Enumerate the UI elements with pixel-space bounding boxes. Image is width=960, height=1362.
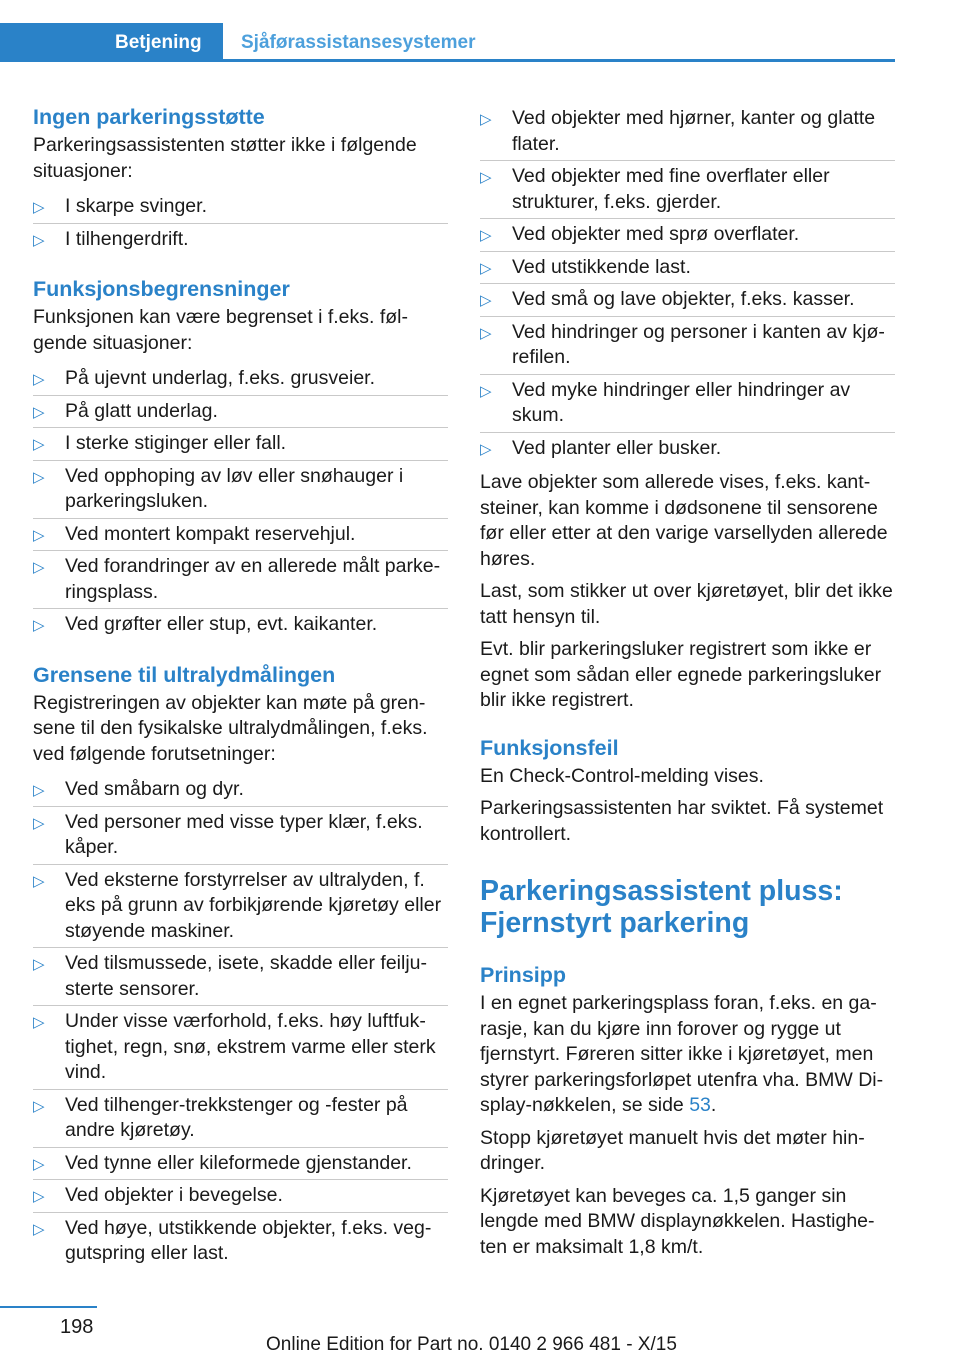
- bullet-triangle-icon: ▷: [33, 1097, 45, 1115]
- bullet-triangle-icon: ▷: [33, 231, 45, 249]
- bullet-triangle-icon: ▷: [33, 617, 45, 634]
- bullet-triangle-icon: ▷: [33, 1014, 45, 1031]
- list-item: [480, 251, 895, 284]
- list-item: [33, 774, 448, 806]
- chapter-tab: Sjåførassistansesystemer: [241, 32, 476, 53]
- list-item-text: Ved objekter i bevegelse.: [65, 1184, 283, 1206]
- list-item: [33, 864, 448, 948]
- list-item: [480, 283, 895, 316]
- page-number: 198: [60, 1316, 94, 1338]
- section-ingen-parkeringsstotte: [33, 103, 448, 255]
- list-item: [33, 1147, 448, 1180]
- bullet-triangle-icon: ▷: [33, 526, 45, 544]
- list-item-text: Ved tilsmussede, isete, skadde eller feiljusterte sensorer.: [65, 952, 428, 1000]
- paragraph: Lave objekter som allerede vises, f.eks. kantsteiner, kan komme i dødsonene til sensorene før eller etter at den varige varsellyden allerede høres.: [480, 471, 888, 570]
- edition-note: Online Edition for Part no. 0140 2 966 481 - X/15: [266, 1334, 677, 1355]
- bullet-triangle-icon: ▷: [33, 436, 45, 453]
- bullet-triangle-icon: ▷: [480, 169, 492, 186]
- bullet-triangle-icon: ▷: [33, 1220, 45, 1238]
- list-item-text: Ved småbarn og dyr.: [65, 778, 244, 800]
- list-item: [480, 160, 895, 218]
- list-item: [480, 316, 895, 374]
- list-item: [33, 1212, 448, 1270]
- bullet-list: [33, 191, 448, 255]
- bullet-triangle-icon: ▷: [33, 403, 45, 421]
- list-item: [33, 460, 448, 518]
- bullet-triangle-icon: ▷: [480, 111, 492, 128]
- page-header: [0, 0, 960, 62]
- section-ultralydmalingen: [33, 661, 448, 1270]
- section-prinsipp: [480, 961, 895, 1260]
- bullet-triangle-icon: ▷: [33, 559, 45, 576]
- paragraph: En Check-Control-melding vises.: [480, 764, 764, 787]
- list-item-text: På glatt underlag.: [65, 399, 218, 422]
- list-item: [33, 191, 448, 223]
- bullet-triangle-icon: ▷: [33, 782, 45, 799]
- list-item-text: Ved hindringer og personer i kanten av kjørefilen.: [512, 320, 885, 368]
- section-intro: Funksjonen kan være begrenset i f.eks. følgende situasjoner:: [33, 306, 409, 354]
- list-item-text: I skarpe svinger.: [65, 195, 207, 217]
- bullet-triangle-icon: ▷: [480, 382, 492, 400]
- bullet-triangle-icon: ▷: [33, 956, 45, 973]
- list-item-text: Ved personer med visse typer klær, f.eks. kåper.: [65, 810, 423, 858]
- list-item: [480, 218, 895, 251]
- list-item-text: Ved myke hindringer eller hindringer av skum.: [512, 378, 851, 426]
- section-funksjonsfeil: [480, 734, 895, 848]
- bullet-triangle-icon: ▷: [33, 199, 45, 216]
- paragraph-end: .: [710, 1094, 717, 1116]
- bullet-triangle-icon: ▷: [33, 1155, 45, 1173]
- list-item-text: Ved planter eller busker.: [512, 436, 722, 459]
- paragraph: Parkeringsassistenten har sviktet. Få systemet kontrollert.: [480, 797, 884, 845]
- paragraph: Evt. blir parkeringsluker registrert som ikke er egnet som sådan eller egnede parkeringsluker blir ikke registrert.: [480, 638, 882, 711]
- paragraph: Last, som stikker ut over kjøretøyet, blir det ikke tatt hensyn til.: [480, 580, 893, 628]
- section-heading: Grensene til ultralydmålingen: [33, 662, 336, 687]
- list-item-text: Ved eksterne forstyrrelser av ultralyden, f. eks på grunn av forbikjørende kjøretøy eller støyende maskiner.: [65, 868, 442, 942]
- bullet-triangle-icon: ▷: [33, 1188, 45, 1205]
- list-item: [480, 103, 895, 160]
- bullet-triangle-icon: ▷: [33, 872, 45, 890]
- page-reference-link[interactable]: 53: [689, 1094, 711, 1116]
- bullet-triangle-icon: ▷: [33, 468, 45, 486]
- section-funksjonsbegrensninger: [33, 275, 448, 641]
- list-item-text: Under visse værforhold, f.eks. høy luftfuktighet, regn, snø, ekstrem varme eller sterk vind.: [65, 1010, 436, 1083]
- main-heading: Parkeringsassistent pluss: Fjernstyrt parkering: [480, 875, 843, 939]
- list-item-text: I sterke stiginger eller fall.: [65, 432, 287, 454]
- bullet-triangle-icon: ▷: [480, 227, 492, 244]
- list-item: [33, 223, 448, 256]
- list-item: [480, 432, 895, 465]
- bullet-list: [480, 103, 895, 464]
- list-item-text: Ved utstikkende last.: [512, 255, 691, 278]
- bullet-triangle-icon: ▷: [480, 292, 492, 309]
- paragraph: Stopp kjøretøyet manuelt hvis det møter hindringer.: [480, 1126, 865, 1174]
- paragraph-text: I en egnet parkeringsplass foran, f.eks. en garasje, kan du kjøre inn forover og rygge ut fjernstyrt. Føreren sitter ikke i kjøretøyet, men styrer parkeringsforløpet utenfra vha. BMW Display-nøkkelen, se side: [480, 992, 884, 1116]
- list-item: [33, 806, 448, 864]
- list-item-text: Ved objekter med sprø overflater.: [512, 223, 800, 245]
- list-item-text: Ved forandringer av en allerede målt parkeringsplass.: [65, 555, 441, 603]
- list-item: [33, 550, 448, 608]
- list-item: [33, 947, 448, 1005]
- section-intro: Registreringen av objekter kan møte på grensene til den fysikalske ultralydmålingen, f.eks. ved følgende forutsetninger:: [33, 691, 428, 765]
- section-heading: Funksjonsfeil: [480, 735, 619, 760]
- list-item-text: I tilhengerdrift.: [65, 227, 189, 250]
- list-item-text: Ved grøfter eller stup, evt. kaikanter.: [65, 613, 378, 635]
- list-item-text: Ved tynne eller kileformede gjenstander.: [65, 1151, 412, 1174]
- list-item: [33, 395, 448, 428]
- section-tab: Betjening: [0, 23, 223, 62]
- list-item: [33, 363, 448, 395]
- list-item-text: Ved montert kompakt reservehjul.: [65, 522, 356, 545]
- list-item: [33, 1089, 448, 1147]
- list-item-text: Ved opphoping av løv eller snøhauger i parkeringsluken.: [65, 464, 404, 512]
- list-item: [33, 1179, 448, 1212]
- header-rule: [0, 59, 895, 62]
- bullet-list: [33, 363, 448, 641]
- bullet-triangle-icon: ▷: [33, 371, 45, 388]
- list-item-text: Ved objekter med fine overflater eller strukturer, f.eks. gjerder.: [512, 165, 830, 213]
- list-item: [33, 427, 448, 460]
- list-item-text: Ved objekter med hjørner, kanter og glatte flater.: [512, 107, 876, 155]
- bullet-triangle-icon: ▷: [33, 814, 45, 832]
- section-heading: Funksjonsbegrensninger: [33, 277, 290, 301]
- footer-rule: [0, 1306, 97, 1308]
- paragraph: Kjøretøyet kan beveges ca. 1,5 ganger sin lengde med BMW displaynøkkelen. Hastigheten er maksimalt 1,8 km/t.: [480, 1184, 875, 1258]
- list-item: [33, 1005, 448, 1089]
- list-item-text: Ved høye, utstikkende objekter, f.eks. veggutspring eller last.: [65, 1216, 432, 1264]
- list-item: [33, 608, 448, 641]
- right-column: [480, 103, 895, 1267]
- list-item-text: Ved tilhenger-trekkstenger og -fester på andre kjøretøy.: [65, 1093, 408, 1141]
- section-heading: Prinsipp: [480, 963, 567, 987]
- list-item: [33, 518, 448, 551]
- section-heading: Ingen parkeringsstøtte: [33, 105, 265, 129]
- paragraph: [480, 991, 895, 1119]
- list-item: [480, 374, 895, 432]
- left-column: [33, 103, 448, 1290]
- bullet-triangle-icon: ▷: [480, 259, 492, 277]
- list-item-text: På ujevnt underlag, f.eks. grusveier.: [65, 367, 376, 389]
- bullet-triangle-icon: ▷: [480, 324, 492, 342]
- bullet-list: [33, 774, 448, 1270]
- list-item-text: Ved små og lave objekter, f.eks. kasser.: [512, 288, 855, 310]
- section-intro: Parkeringsassistenten støtter ikke i følgende situasjoner:: [33, 134, 417, 182]
- bullet-triangle-icon: ▷: [480, 440, 492, 458]
